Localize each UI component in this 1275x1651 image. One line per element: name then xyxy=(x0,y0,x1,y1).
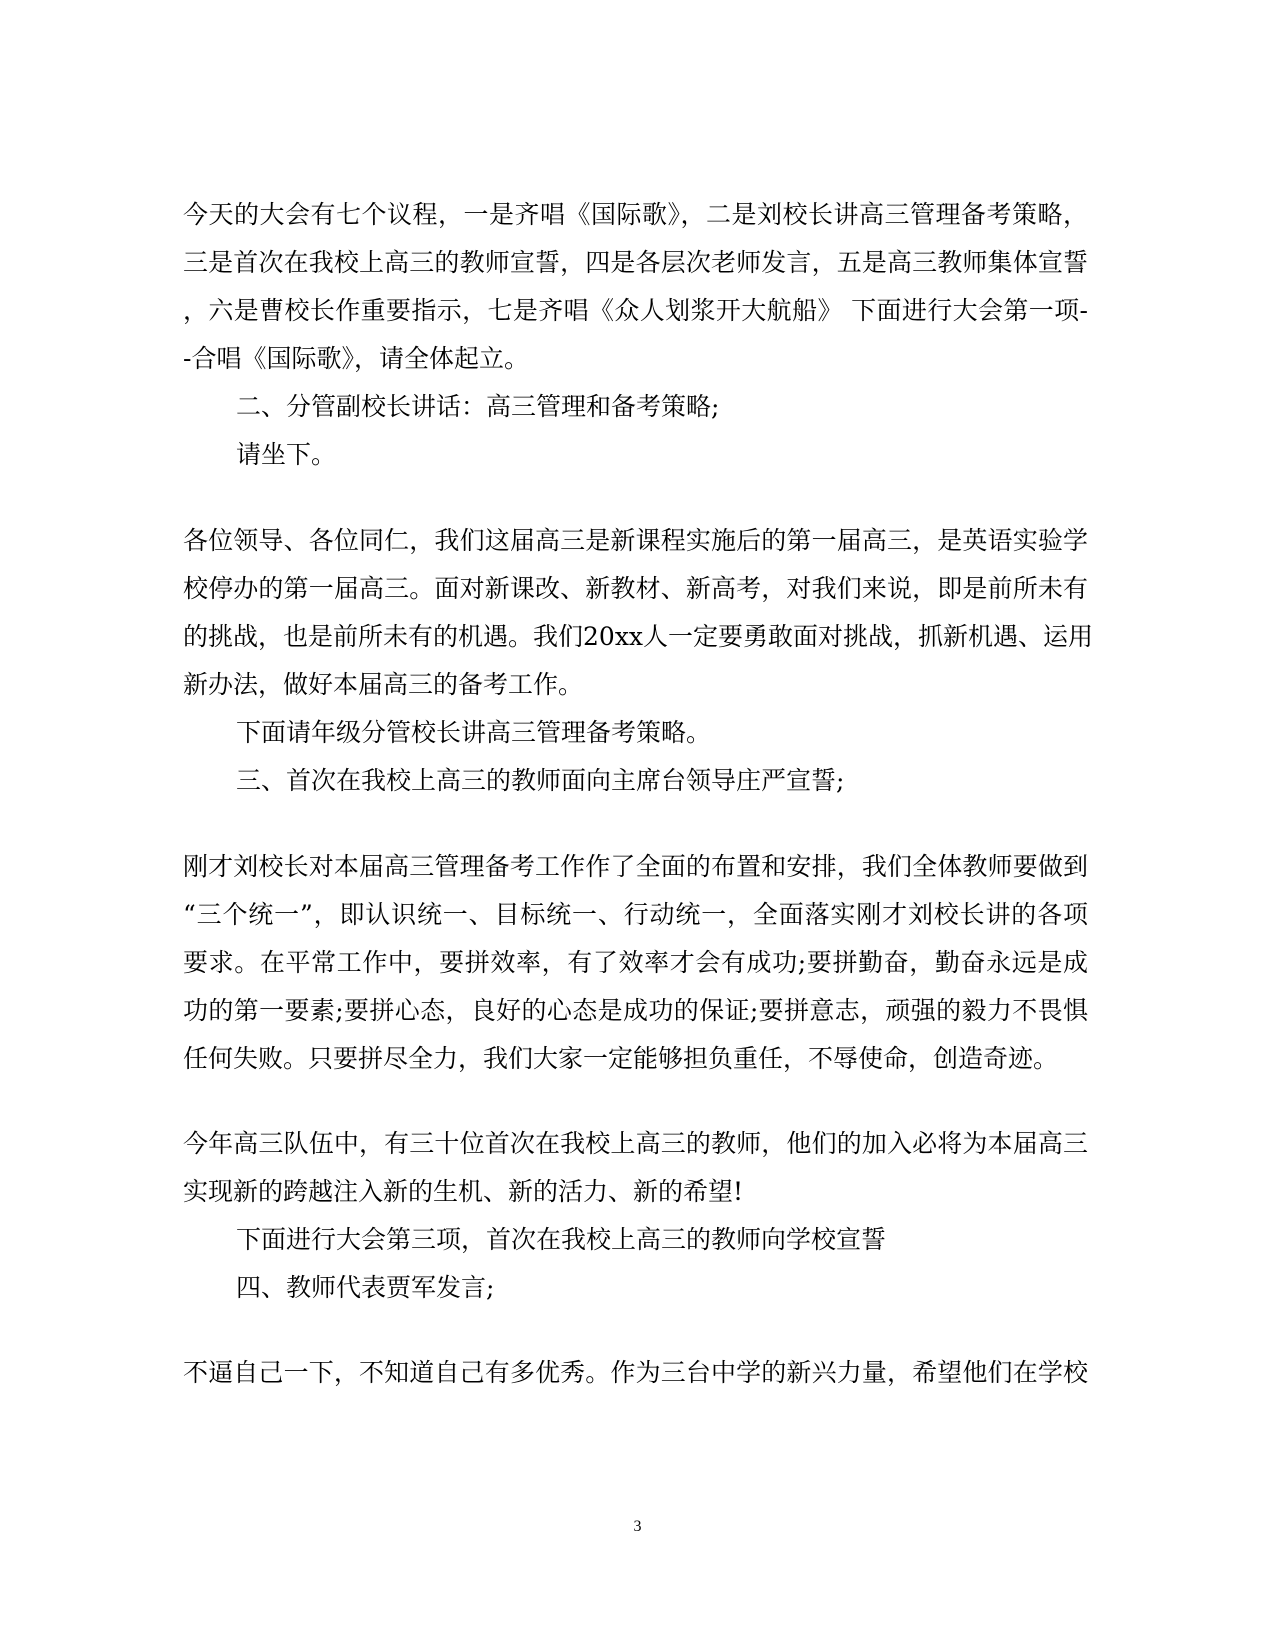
text-line: 三、首次在我校上高三的教师面向主席台领导庄严宣誓; xyxy=(236,766,845,795)
text-line: 今年高三队伍中，有三十位首次在我校上高三的教师，他们的加入必将为本届高三 xyxy=(183,1129,1088,1158)
text-line: 任何失败。只要拼尽全力，我们大家一定能够担负重任，不辱使命，创造奇迹。 xyxy=(183,1044,1059,1073)
text-line: 不逼自己一下，不知道自己有多优秀。作为三台中学的新兴力量，希望他们在学校 xyxy=(183,1358,1088,1387)
text-line: 今天的大会有七个议程，一是齐唱《国际歌》，二是刘校长讲高三管理备考策略， xyxy=(183,200,1088,229)
text-line: 三是首次在我校上高三的教师宣誓，四是各层次老师发言，五是高三教师集体宣誓 xyxy=(183,248,1088,277)
text-line: 二、分管副校长讲话：高三管理和备考策略; xyxy=(236,392,720,421)
text-line: 各位领导、各位同仁，我们这届高三是新课程实施后的第一届高三，是英语实验学 xyxy=(183,526,1088,555)
text-line: 新办法，做好本届高三的备考工作。 xyxy=(183,670,584,699)
text-line: 下面请年级分管校长讲高三管理备考策略。 xyxy=(236,718,712,747)
text-line: ，六是曹校长作重要指示，七是齐唱《众人划浆开大航船》 下面进行大会第一项- xyxy=(183,296,1088,325)
text-line: 功的第一要素;要拼心态，良好的心态是成功的保证;要拼意志，顽强的毅力不畏惧 xyxy=(183,996,1088,1025)
text-line: 四、教师代表贾军发言; xyxy=(236,1273,495,1302)
text-line: 实现新的跨越注入新的生机、新的活力、新的希望! xyxy=(183,1177,744,1206)
text-line: 下面进行大会第三项，首次在我校上高三的教师向学校宣誓 xyxy=(236,1225,887,1254)
text-line: “三个统一”，即认识统一、目标统一、行动统一，全面落实刚才刘校长讲的各项 xyxy=(183,900,1088,929)
text-line: 刚才刘校长对本届高三管理备考工作作了全面的布置和安排，我们全体教师要做到 xyxy=(183,852,1088,881)
text-line: -合唱《国际歌》，请全体起立。 xyxy=(183,344,529,373)
text-line: 请坐下。 xyxy=(236,440,337,469)
page-number: 3 xyxy=(633,1518,642,1535)
text-line: 校停办的第一届高三。面对新课改、新教材、新高考，对我们来说，即是前所未有 xyxy=(183,574,1088,603)
text-line: 的挑战，也是前所未有的机遇。我们20xx人一定要勇敢面对挑战，抓新机遇、运用 xyxy=(183,622,1094,651)
text-line: 要求。在平常工作中，要拼效率，有了效率才会有成功;要拼勤奋，勤奋永远是成 xyxy=(183,948,1088,977)
